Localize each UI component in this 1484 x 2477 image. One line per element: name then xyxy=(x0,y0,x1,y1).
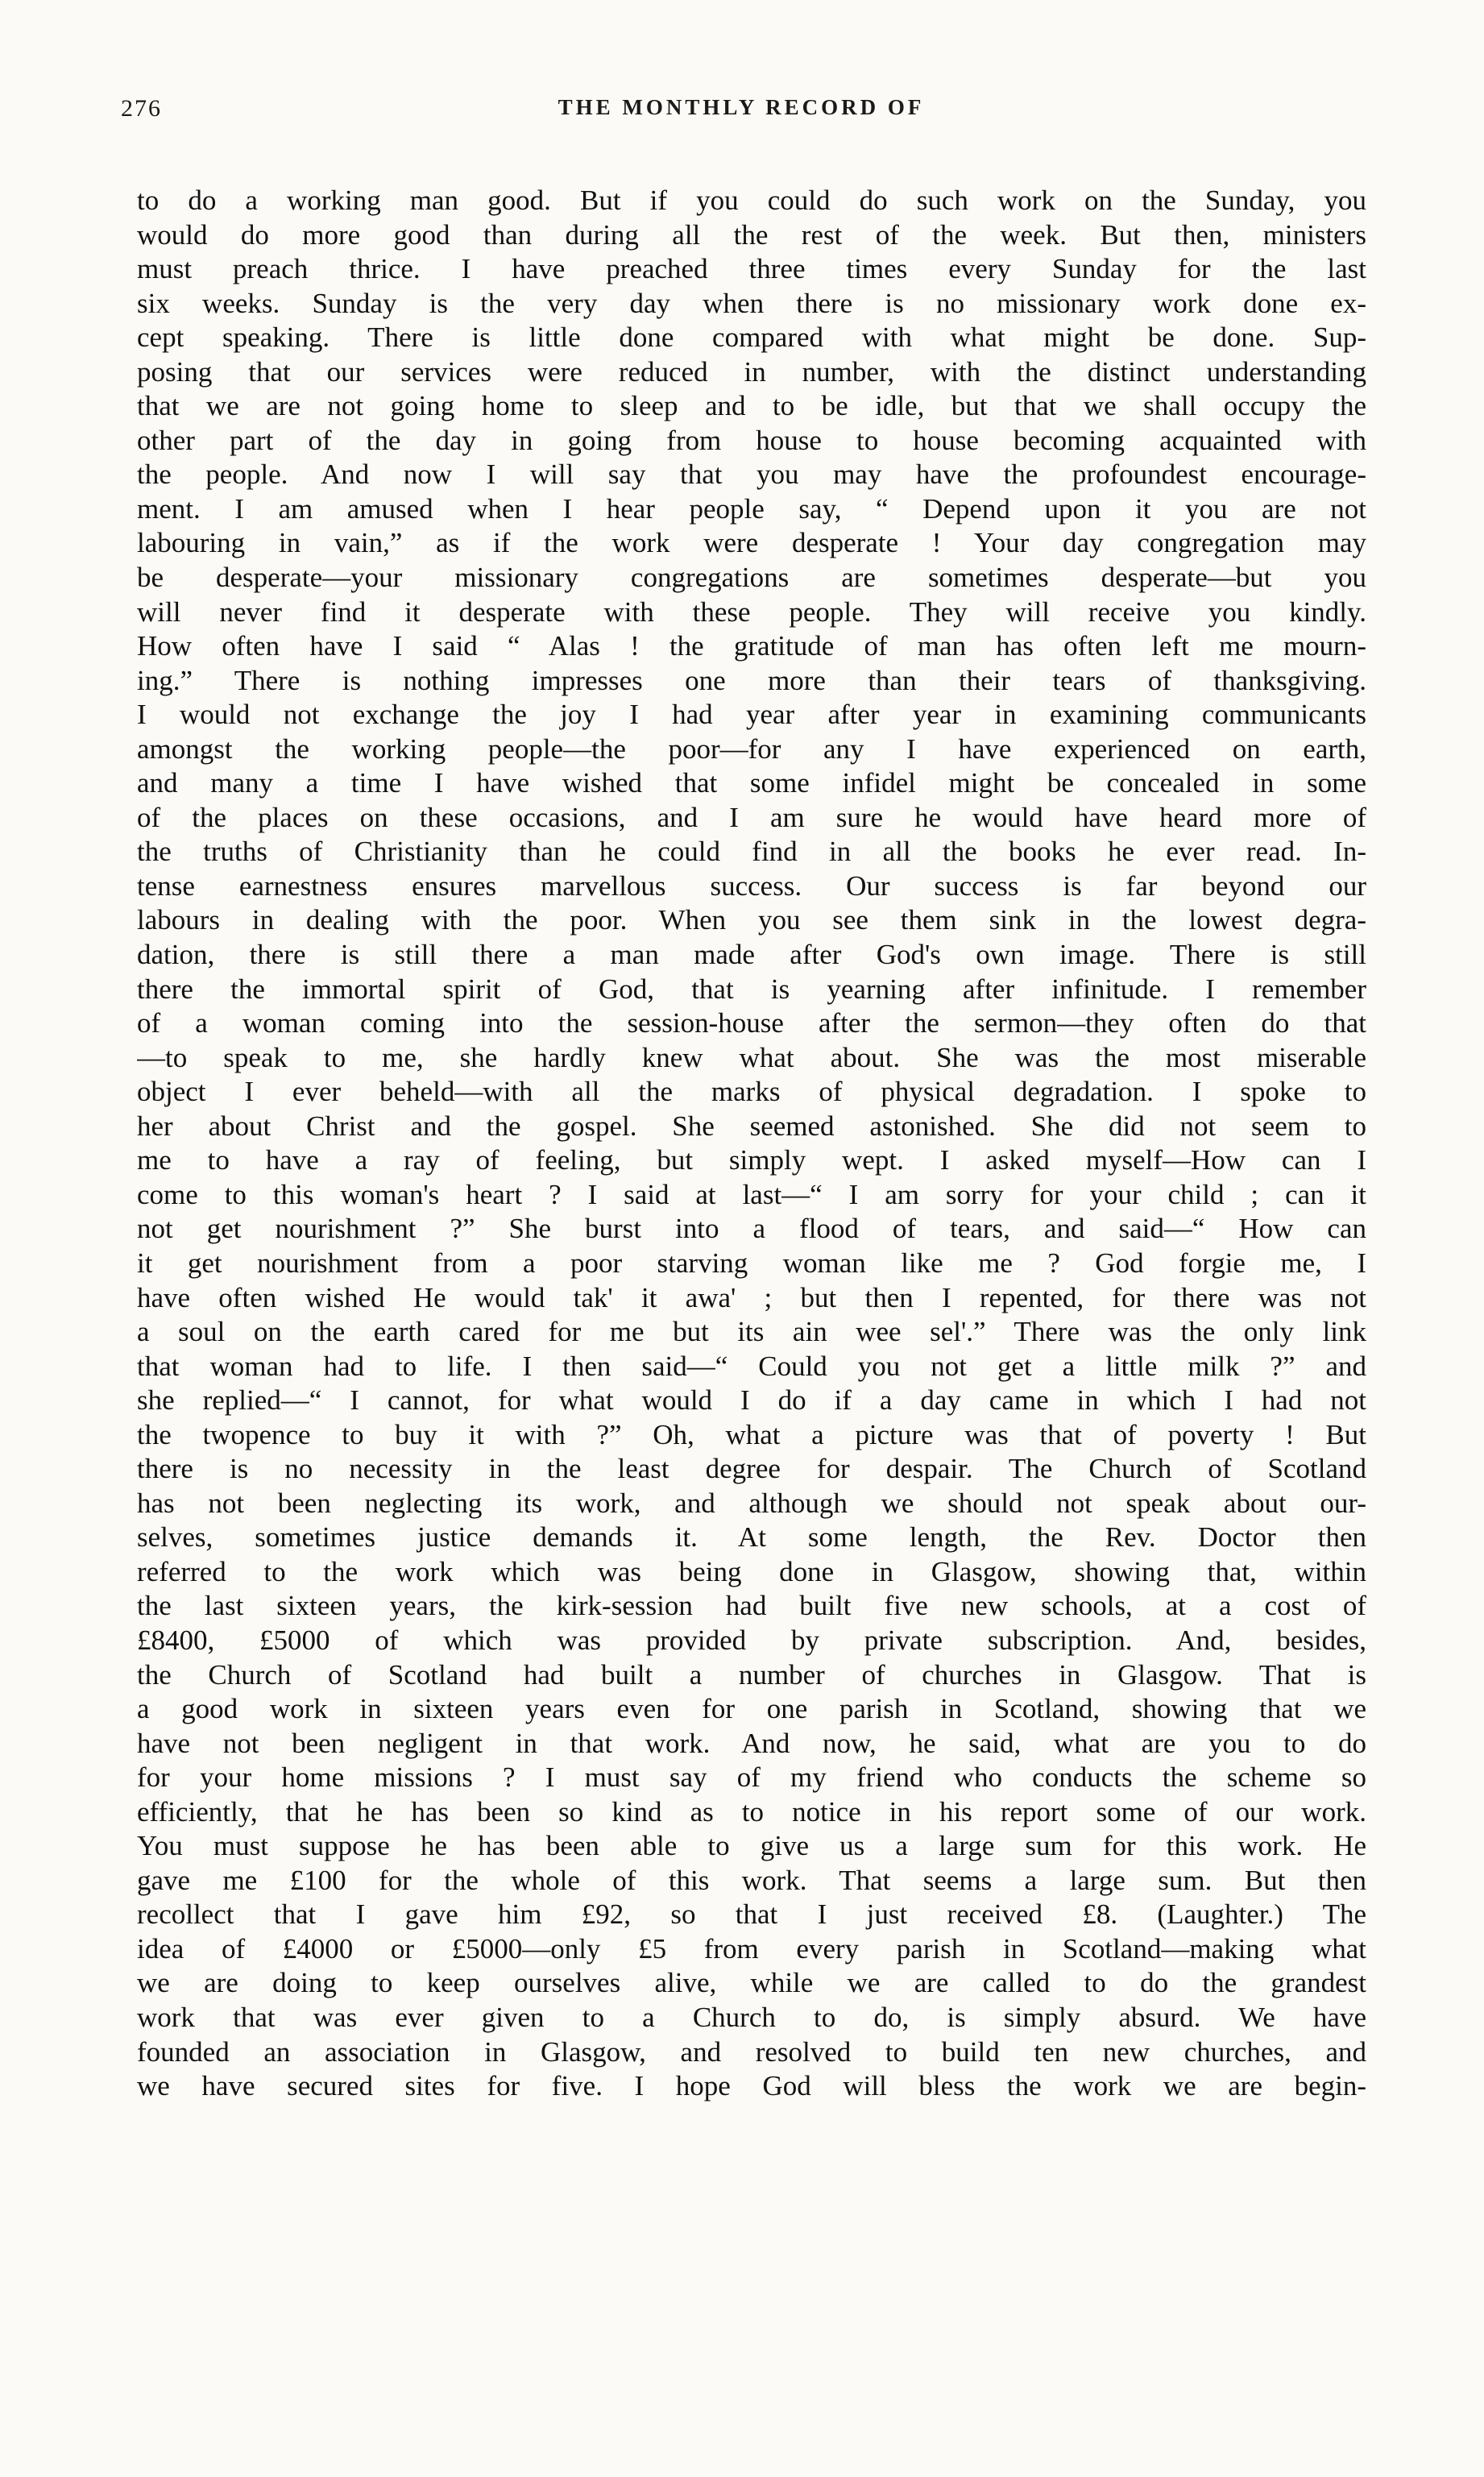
text-line: —to speak to me, she hardly knew what about. She was the most miserable xyxy=(137,1041,1366,1073)
text-line: I would not exchange the joy I had year after year in examining communicants xyxy=(137,699,1366,731)
text-line: the Church of Scotland had built a number of churches in Glasgow. That is xyxy=(137,1658,1366,1691)
text-line: have not been negligent in that work. And now, he said, what are you to do xyxy=(137,1727,1366,1759)
text-line: six weeks. Sunday is the very day when there is no missionary work done ex- xyxy=(137,287,1366,319)
text-line: recollect that I gave him £92, so that I just received £8. (Laughter.) The xyxy=(137,1898,1366,1931)
text-line: will never find it desperate with these people. They will receive you kindly. xyxy=(137,595,1366,628)
text-line: posing that our services were reduced in number, with the distinct understanding xyxy=(137,355,1366,388)
text-line: tense earnestness ensures marvellous success. Our success is far beyond our xyxy=(137,869,1366,902)
page-number: 276 xyxy=(121,95,162,122)
text-line: must preach thrice. I have preached three times every Sunday for the last xyxy=(137,253,1366,285)
text-line: gave me £100 for the whole of this work. That seems a large sum. But then xyxy=(137,1864,1366,1896)
text-line: the last sixteen years, the kirk-session had built five new schools, at a cost of xyxy=(137,1590,1366,1622)
text-line: the people. And now I will say that you may have the profoundest encourage- xyxy=(137,458,1366,491)
text-line: the truths of Christianity than he could find in all the books he ever read. In- xyxy=(137,836,1366,868)
text-line: labours in dealing with the poor. When you see them sink in the lowest degra- xyxy=(137,904,1366,936)
text-line: would do more good than during all the rest of the week. But then, ministers xyxy=(137,218,1366,251)
text-line: ment. I am amused when I hear people say, “ Depend upon it you are not xyxy=(137,492,1366,525)
text-line: be desperate—your missionary congregations are sometimes desperate—but you xyxy=(137,562,1366,594)
text-line: come to this woman's heart ? I said at last—“ I am sorry for your child ; can it xyxy=(137,1178,1366,1210)
text-line: labouring in vain,” as if the work were desperate ! Your day congregation may xyxy=(137,527,1366,559)
text-line: a good work in sixteen years even for one parish in Scotland, showing that we xyxy=(137,1693,1366,1725)
body-text xyxy=(137,184,1366,2104)
text-line: have often wished He would tak' it awa' ; but then I repented, for there was not xyxy=(137,1281,1366,1313)
text-line: £8400, £5000 of which was provided by private subscription. And, besides, xyxy=(137,1624,1366,1656)
text-line: not get nourishment ?” She burst into a flood of tears, and said—“ How can xyxy=(137,1213,1366,1245)
text-line: a soul on the earth cared for me but its ain wee sel'.” There was the only link xyxy=(137,1316,1366,1348)
text-line: efficiently, that he has been so kind as to notice in his report some of our work. xyxy=(137,1795,1366,1828)
text-line: idea of £4000 or £5000—only £5 from every parish in Scotland—making what xyxy=(137,1932,1366,1965)
text-line: she replied—“ I cannot, for what would I do if a day came in which I had not xyxy=(137,1384,1366,1417)
text-line: of a woman coming into the session-house after the sermon—they often do that xyxy=(137,1007,1366,1039)
text-line: me to have a ray of feeling, but simply wept. I asked myself—How can I xyxy=(137,1144,1366,1176)
text-line: dation, there is still there a man made after God's own image. There is still xyxy=(137,939,1366,971)
text-line: founded an association in Glasgow, and resolved to build ten new churches, and xyxy=(137,2035,1366,2068)
text-line: that woman had to life. I then said—“ Could you not get a little milk ?” and xyxy=(137,1350,1366,1382)
text-line: object I ever beheld—with all the marks of physical degradation. I spoke to xyxy=(137,1076,1366,1108)
text-line: and many a time I have wished that some infidel might be concealed in some xyxy=(137,767,1366,799)
text-line: other part of the day in going from house to house becoming acquainted with xyxy=(137,424,1366,456)
text-line: we are doing to keep ourselves alive, while we are called to do the grandest xyxy=(137,1967,1366,1999)
text-line: selves, sometimes justice demands it. At some length, the Rev. Doctor then xyxy=(137,1521,1366,1554)
text-line: that we are not going home to sleep and to be idle, but that we shall occupy the xyxy=(137,390,1366,422)
text-line: her about Christ and the gospel. She seemed astonished. She did not seem to xyxy=(137,1110,1366,1142)
text-line: amongst the working people—the poor—for any I have experienced on earth, xyxy=(137,732,1366,765)
text-line: of the places on these occasions, and I am sure he would have heard more of xyxy=(137,801,1366,833)
text-line: work that was ever given to a Church to do, is simply absurd. We have xyxy=(137,2001,1366,2033)
text-line: ing.” There is nothing impresses one more than their tears of thanksgiving. xyxy=(137,664,1366,696)
text-line: to do a working man good. But if you could do such work on the Sunday, you xyxy=(137,185,1366,216)
text-line: has not been neglecting its work, and although we should not speak about our- xyxy=(137,1487,1366,1519)
page-header xyxy=(121,95,1362,127)
text-line: referred to the work which was being done in Glasgow, showing that, within xyxy=(137,1555,1366,1587)
text-line: there the immortal spirit of God, that is yearning after infinitude. I remember xyxy=(137,973,1366,1005)
running-head: THE MONTHLY RECORD OF xyxy=(558,95,925,119)
text-line: we have secured sites for five. I hope God will bless the work we are begin- xyxy=(137,2070,1366,2102)
text-line: How often have I said “ Alas ! the gratitude of man has often left me mourn- xyxy=(137,630,1366,662)
text-line: the twopence to buy it with ?” Oh, what a picture was that of poverty ! But xyxy=(137,1418,1366,1450)
text-line: cept speaking. There is little done compared with what might be done. Sup- xyxy=(137,322,1366,354)
text-line: for your home missions ? I must say of my friend who conducts the scheme so xyxy=(137,1761,1366,1794)
text-line: there is no necessity in the least degree for despair. The Church of Scotland xyxy=(137,1453,1366,1485)
text-line: it get nourishment from a poor starving woman like me ? God forgie me, I xyxy=(137,1247,1366,1279)
text-line: You must suppose he has been able to give us a large sum for this work. He xyxy=(137,1830,1366,1862)
